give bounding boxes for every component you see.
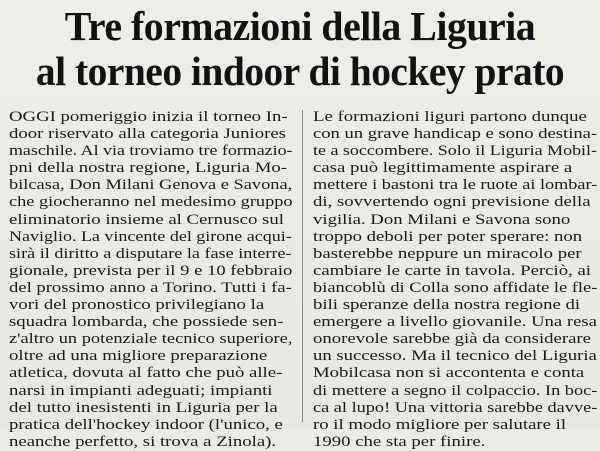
article-text-line: cambiare le carte in tavola. Perciò, ai: [313, 262, 591, 279]
article-text-line: del prossimo anno a Torino. Tutti i fa-: [9, 279, 292, 296]
headline-line-1: Tre formazioni della Liguria: [64, 3, 536, 49]
article-text-line: OGGI pomeriggio inizia il torneo In-: [9, 109, 288, 125]
article-text-line: del tutto inesistenti in Liguria per la: [9, 399, 278, 416]
article-text-line: narsi in impianti adeguati; impianti: [9, 382, 273, 399]
article-text-line: ca al lupo! Una vittoria sarebbe davve-: [313, 399, 598, 416]
article-text-line: troppo deboli per poter sperare: non: [313, 228, 583, 245]
article-text-line: oltre ad una migliore preparazione: [9, 348, 268, 365]
article-column-left: [9, 109, 292, 451]
article-text-line: che giocheranno nel medesimo gruppo: [9, 194, 293, 211]
article-text-line: Naviglio. La vincente del girone acqui-: [9, 228, 292, 245]
article-text-line: emergere a livello giovanile. Una resa: [313, 314, 597, 331]
article-text-line: basterebbe neppure un miracolo per: [313, 245, 582, 262]
article-column-right: [313, 109, 597, 451]
headline-line-2: al torneo indoor di hockey prato: [35, 48, 565, 94]
article-text-line: 1990 che sta per finire.: [313, 433, 486, 450]
article-text-line: biancoblù di Colla sono affidate le fle-: [313, 279, 598, 296]
article-text-line: mettere i bastoni tra le ruote ai lombar-: [313, 177, 598, 194]
article-text-line: Mobilcasa non si accontenta e conta: [313, 365, 585, 382]
article-text-line: bilcasa, Don Milani Genova e Savona,: [9, 177, 293, 194]
article-text-line: squadra lombarda, che possiede sen-: [9, 314, 284, 331]
article-text-line: door riservato alla categoria Juniores: [9, 126, 286, 143]
headline: [0, 4, 600, 94]
article-text-line: atletica, dovuta al fatto che può alle-: [9, 365, 283, 382]
article-text-line: z'altro un potenziale tecnico superiore,: [9, 331, 293, 348]
article-text-line: Le formazioni liguri partono dunque: [313, 109, 587, 125]
article-text-line: te a soccombere. Solo il Liguria Mobil-: [313, 143, 598, 160]
article-text-line: maschile. Al via troviamo tre formazio-: [9, 143, 293, 160]
article-text-line: un successo. Ma il tecnico del Liguria: [313, 348, 597, 365]
article-text-line: bili speranze della nostra regione di: [313, 297, 581, 314]
article-text-line: di mettere a segno il colpaccio. In boc-: [313, 382, 598, 399]
article-text-line: eliminatorio insieme al Cernusco sul: [9, 211, 284, 228]
article-text-line: ro il modo migliore per salutare il: [313, 416, 567, 433]
column-divider: [302, 110, 303, 422]
article-text-line: pni della nostra regione, Liguria Mo-: [9, 160, 288, 177]
article-text-line: di, sovvertendo ogni previsione della: [313, 194, 591, 211]
article-text-line: sirà il diritto a disputare la fase interre-: [9, 245, 292, 262]
article-text-line: onorevole sarebbe già da considerare: [313, 331, 592, 348]
article-text-line: casa può legittimamente aspirare a: [313, 160, 573, 177]
article-text-line: gionale, prevista per il 9 e 10 febbraio: [9, 262, 293, 279]
article-text-line: vigilia. Don Milani e Savona sono: [313, 211, 571, 228]
article-text-line: neanche perfetto, si trova a Zinola).: [9, 433, 277, 450]
article-text-line: con un grave handicap e sono destina-: [313, 126, 598, 143]
article-text-line: pratica dell'hockey indoor (l'unico, e: [9, 416, 283, 433]
article-text-line: vori del pronostico privilegiano la: [9, 297, 265, 314]
